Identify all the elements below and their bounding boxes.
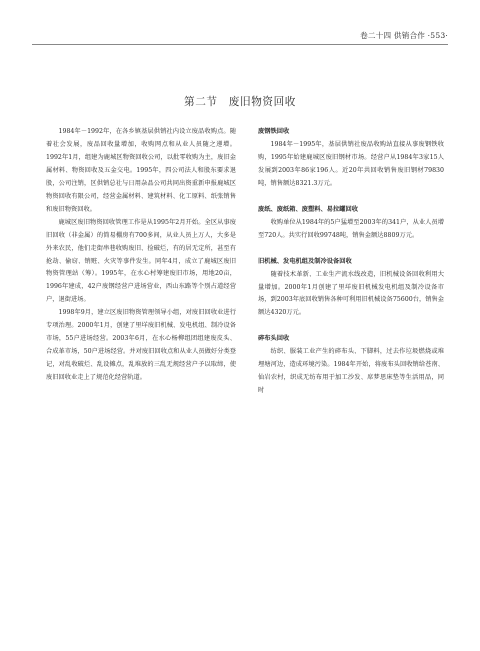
section-title: 第二节 废旧物资回收 [184, 96, 296, 108]
paragraph: 随着技术革新、工业生产流水线改造，旧机械设备回收利用大量增加。2000年1月创建了里垟废旧机械发电机组及制冷设备市场，到2003年底回收销售各种可利用旧机械设备75600台，销售金额达4320万元。 [258, 270, 444, 317]
subsection-heading: 碎布头回收 [258, 335, 290, 343]
subsection-heading: 废纸、废纸箱、废塑料、易拉罐回收 [258, 205, 358, 213]
paragraph: 纺织、服装工业产生的碎布头、下脚料，过去作垃圾燃烧或堆埋塘河边，造成环境污染。1984年开始，将废布头回收销给苍南、仙岩农村，织成无纺布用于加工沙发、席梦思床垫等生活用品，同时 [258, 348, 444, 395]
paragraph: 1998年9月，建立区废旧物资管理领导小组，对废旧回收业进行专项治理。2000年1月，创建了里垟废旧机械、发电机组、制冷设备市场，55户进场经营。2003年6月，在水心杨柳组团组建废皮头、合成革市场，50户进场经营。并对废旧回收点和从业人员做好分类登记，对乱收破烂、乱设摊点，乱堆放的三乱无规经营户予以取缔，使废旧回收业走上了规范化经营轨道。 [46, 309, 236, 382]
paragraph: 收购单位从1984年的5户猛增至2003年的341户，从业人员增至720人。共实行回收99748吨，销售金额达8809万元。 [258, 218, 444, 239]
subsection-heading: 废钢铁回收 [258, 128, 290, 135]
paragraph: 鹿城区废旧物资回收管理工作是从1995年2月开始。全区从事废旧回收（非金属）的简易棚房有700多间，从业人员上万人，大多是外来农民，他们走街串巷收购废旧、捡破烂，有的居无定所，甚至有抢劫、偷窃、销赃、火灾等事件发生。同年4月，成立了鹿城区废旧物资管理站（筹）。1995年，在水心村筹建废旧市场，用地20亩，1996年建成，42户废钢经营户进场营业，西山东路等个别占道经营户，退街进场。 [46, 218, 236, 304]
running-head: 卷二十四 供销合作 ·553· [360, 31, 448, 40]
paragraph: 1984年－1992年，在各乡镇基层供销社内设立废品收购点。随着社会发展，废品回收量增加，收购网点和从业人员随之递增。1992年1月，组建为鹿城区物资回收公司，以批零收购为主，废旧金属材料、物资回收及五金交电。1995年，四公司法人和股东要求退股，公司注销，区供销总社与日用杂品公司共同出资重新申报鹿城区物资回收有限公司，经营金属材料、建筑材料、化工原料、纸张销售和废旧物资回收。 [46, 128, 236, 213]
running-header [32, 30, 448, 45]
subsection-heading: 旧机械、发电机组及制冷设备回收 [258, 257, 352, 265]
left-column [46, 126, 236, 385]
paragraph: 1984年－1995年，基层供销社废品收购站直接从事废钢铁收购，1995年始建鹿城区废旧钢材市场。经营户从1984年3家15人发展到2003年86家196人。近20年共回收销售废旧钢材79830吨，销售额达8321.3万元。 [258, 140, 444, 187]
right-column [258, 126, 444, 398]
